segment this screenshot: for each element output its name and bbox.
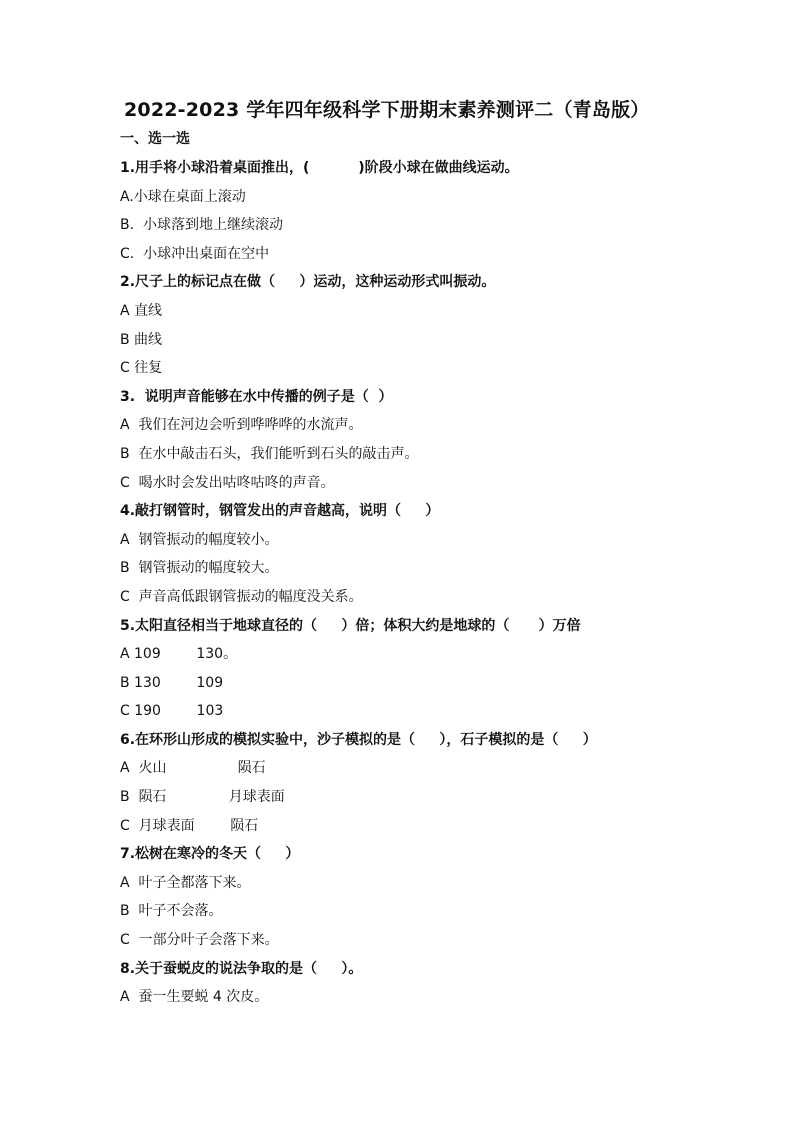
option-text: B 陨石 月球表面	[120, 789, 285, 806]
question-text: 1.用手将小球沿着桌面推出，( )阶段小球在做曲线运动。	[120, 160, 519, 176]
option-text: A 叶子全都落下来。	[120, 874, 251, 891]
question-text: 2.尺子上的标记点在做（ ）运动，这种运动形式叫振动。	[120, 274, 496, 291]
option-text: B 叶子不会落。	[120, 903, 223, 920]
question-text: 7.松树在寒冷的冬天（ ）	[120, 846, 300, 863]
question-text: 5.太阳直径相当于地球直径的（ ）倍；体积大约是地球的（ ）万倍	[120, 617, 581, 634]
option-text: A 火山 陨石	[120, 760, 266, 777]
option-text: B 钢管振动的幅度较大。	[120, 560, 279, 577]
question-text: 6.在环形山形成的模拟实验中，沙子模拟的是（ ），石子模拟的是（ ）	[120, 731, 597, 748]
option-text: A.小球在桌面上滚动	[120, 188, 246, 205]
option-text: B 曲线	[120, 331, 163, 348]
section-heading: 一、选一选	[120, 131, 190, 147]
option-text: C 一部分叶子会落下来。	[120, 932, 279, 949]
option-text: B. 小球落到地上继续滚动	[120, 217, 283, 234]
option-text: A 蚕一生要蜕 4 次皮。	[120, 989, 269, 1006]
option-text: C 喝水时会发出咕咚咕咚的声音。	[120, 474, 335, 491]
option-text: A 我们在河边会听到哗哗哗的水流声。	[120, 417, 363, 434]
option-text: C 声音高低跟钢管振动的幅度没关系。	[120, 588, 363, 605]
option-text: B 在水中敲击石头，我们能听到石头的敲击声。	[120, 445, 419, 462]
question-text: 8.关于蚕蜕皮的说法争取的是（ ）。	[120, 960, 363, 977]
option-text: B 130 109	[120, 674, 224, 691]
option-text: A 钢管振动的幅度较小。	[120, 531, 279, 548]
question-list	[120, 154, 740, 1012]
option-text: C 往复	[120, 360, 163, 377]
option-text: C. 小球冲出桌面在空中	[120, 245, 270, 262]
option-text: C 月球表面 陨石	[120, 817, 259, 834]
option-text: A 直线	[120, 302, 163, 319]
option-text: A 109 130。	[120, 646, 238, 663]
question-text: 4.敲打钢管时，钢管发出的声音越高，说明（ ）	[120, 503, 440, 520]
document-title: 2022-2023 学年四年级科学下册期末素养测评二（青岛版）	[124, 99, 650, 121]
question-text: 3. 说明声音能够在水中传播的例子是（ ）	[120, 388, 393, 405]
option-text: C 190 103	[120, 703, 224, 720]
